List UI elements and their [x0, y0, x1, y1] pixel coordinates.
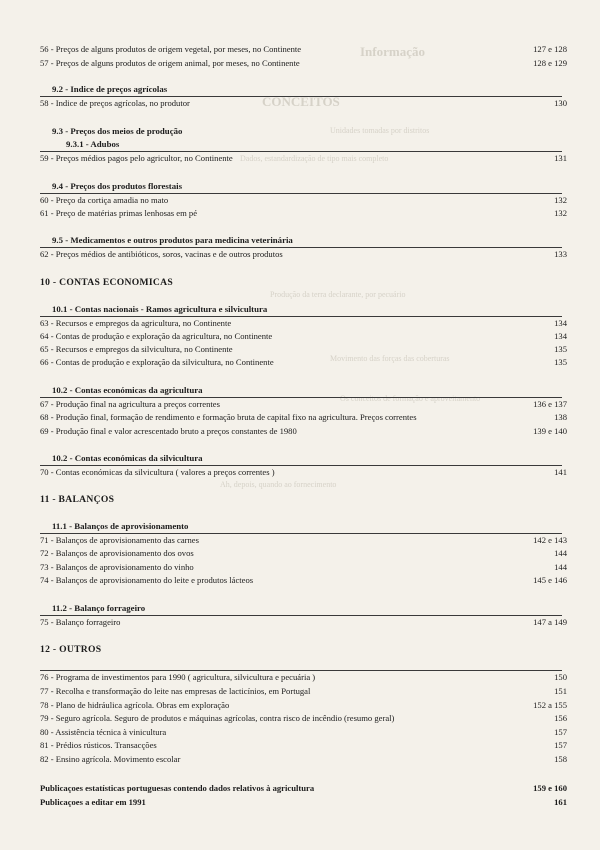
entry-page: 159 e 160: [533, 783, 567, 793]
entry-title: Recursos e empregos da silvicultura, no Continente: [55, 344, 233, 354]
toc-entry: 64 - Contas de produção e exploração da agricultura, no Continente 134: [40, 331, 567, 341]
entry-number: 59: [40, 153, 49, 163]
toc-entry: 67 - Produção final na agricultura a preços correntes 136 e 137: [40, 399, 567, 409]
entry-title: Contas de produção e exploração da silvicultura, no Continente: [55, 357, 274, 367]
entry-page: 131: [554, 153, 567, 163]
entry-title: Preços médios de antibióticos, soros, vacinas e de outros produtos: [55, 249, 283, 259]
entry-page: 152 a 155: [533, 700, 567, 710]
toc-entry: 71 - Balanços de aprovisionamento das carnes 142 e 143: [40, 535, 567, 545]
entry-title: Recursos e empregos da agricultura, no Continente: [55, 318, 232, 328]
entry-page: 130: [554, 98, 567, 108]
section-heading: 10.1 - Contas nacionais - Ramos agricultura e silvicultura: [52, 304, 268, 314]
entry-number: 79: [40, 713, 49, 723]
toc-entry: [0, 781, 600, 795]
bleed-through-text: Produção da terra declarante, por pecuário: [270, 290, 406, 299]
toc-entry: 66 - Contas de produção e exploração da silvicultura, no Continente 135: [40, 357, 567, 367]
toc-entry: 75 - Balanço forrageiro 147 a 149: [40, 617, 567, 627]
entry-number: 58: [40, 98, 49, 108]
entry-page: 156: [554, 713, 567, 723]
entry-title: Indice de preços agrícolas, no produtor: [55, 98, 190, 108]
toc-entry: 72 - Balanços de aprovisionamento dos ovos 144: [40, 548, 567, 558]
entry-page: 136 e 137: [533, 399, 567, 409]
section-heading: 9.3 - Preços dos meios de produção: [52, 126, 183, 136]
entry-number: 56: [40, 44, 49, 54]
toc-entry: 70 - Contas económicas da silvicultura ( valores a preços correntes ) 141: [40, 467, 567, 477]
toc-entry: 59 - Preços médios pagos pelo agricultor, no Continente 131: [40, 153, 567, 163]
toc-entry: 69 - Produção final e valor acrescentado bruto a preços constantes de 1980 139 e 140: [40, 426, 567, 436]
entry-title: Contas económicas da silvicultura ( valores a preços correntes ): [55, 467, 275, 477]
entry-page: 142 e 143: [533, 535, 567, 545]
bleed-through-text: Unidades tomadas por distritos: [330, 126, 430, 135]
section-heading: 10.2 - Contas económicas da silvicultura: [52, 453, 203, 463]
entry-title: Balanços de aprovisionamento das carnes: [55, 535, 199, 545]
toc-entry: 56 - Preços de alguns produtos de origem vegetal, por meses, no Continente 127 e 128: [40, 44, 567, 54]
entry-title: Recolha e transformação do leite nas empresas de lacticínios, em Portugal: [55, 686, 311, 696]
chapter-heading: 10 - CONTAS ECONOMICAS: [40, 277, 174, 288]
entry-number: 74: [40, 575, 49, 585]
entry-title: Plano de hidráulica agrícola. Obras em exploração: [55, 700, 230, 710]
chapter-heading: 11 - BALANÇOS: [40, 494, 115, 505]
section-heading: 11.1 - Balanços de aprovisionamento: [52, 521, 189, 531]
entry-page: 133: [554, 249, 567, 259]
bleed-through-heading: CONCEITOS: [262, 94, 340, 109]
entry-number: 72: [40, 548, 49, 558]
entry-page: 141: [554, 467, 567, 477]
entry-title: Preço de matérias primas lenhosas em pé: [55, 208, 198, 218]
entry-title: Prédios rústicos. Transacções: [55, 740, 157, 750]
toc-entry: 74 - Balanços de aprovisionamento do leite e produtos lácteos 145 e 146: [40, 575, 567, 585]
entry-number: 75: [40, 617, 49, 627]
toc-entry: 63 - Recursos e empregos da agricultura, no Continente 134: [40, 318, 567, 328]
toc-entry: 58 - Indice de preços agrícolas, no produtor 130: [40, 98, 567, 108]
entry-page: 150: [554, 672, 567, 682]
entry-number: 65: [40, 344, 49, 354]
entry-number: 73: [40, 562, 49, 572]
subsection-heading: 9.3.1 - Adubos: [66, 139, 120, 149]
entry-number: 76: [40, 672, 49, 682]
entry-page: 157: [554, 740, 567, 750]
toc-entry: 73 - Balanços de aprovisionamento do vinho 144: [40, 562, 567, 572]
entry-title: Ensino agrícola. Movimento escolar: [55, 754, 181, 764]
toc-entry: 76 - Programa de investimentos para 1990 ( agricultura, silvicultura e pecuária ) 150: [40, 672, 567, 682]
entry-number: 69: [40, 426, 49, 436]
entry-title: Produção final, formação de rendimento e formação bruta de capital fixo na agricultura. Preços correntes: [55, 412, 417, 422]
entry-number: 80: [40, 727, 49, 737]
entry-page: 151: [554, 686, 567, 696]
toc-entry: 57 - Preços de alguns produtos de origem animal, por meses, no Continente 128 e 129: [40, 58, 567, 68]
entry-number: 77: [40, 686, 49, 696]
toc-entry: 80 - Assistência técnica à vinicultura 157: [40, 727, 567, 737]
entry-number: 66: [40, 357, 49, 367]
entry-title: Assistência técnica à vinicultura: [55, 727, 167, 737]
entry-number: 57: [40, 58, 49, 68]
entry-title: Balanços de aprovisionamento do leite e produtos lácteos: [55, 575, 254, 585]
toc-entry: 79 - Seguro agrícola. Seguro de produtos e máquinas agrícolas, contra risco de incêndio (resumo geral) 156: [40, 713, 567, 723]
entry-number: 70: [40, 467, 49, 477]
entry-number: 78: [40, 700, 49, 710]
entry-title: Balanço forrageiro: [55, 617, 121, 627]
entry-page: 145 e 146: [533, 575, 567, 585]
entry-title: Balanços de aprovisionamento dos ovos: [55, 548, 194, 558]
entry-title: Seguro agrícola. Seguro de produtos e máquinas agrícolas, contra risco de incêndio (resumo geral): [55, 713, 395, 723]
entry-number: 67: [40, 399, 49, 409]
entry-number: 64: [40, 331, 49, 341]
bleed-through-title: Informação: [360, 44, 425, 59]
entry-page: 132: [554, 195, 567, 205]
entry-page: 134: [554, 331, 567, 341]
entry-page: 161: [554, 797, 567, 807]
entry-title: Contas de produção e exploração da agricultura, no Continente: [55, 331, 273, 341]
entry-title: Produção final na agricultura a preços correntes: [55, 399, 220, 409]
entry-number: 82: [40, 754, 49, 764]
toc-entry: 68 - Produção final, formação de rendimento e formação bruta de capital fixo na agricultura. Preços correntes 138: [40, 412, 567, 422]
toc-entry: 62 - Preços médios de antibióticos, soros, vacinas e de outros produtos 133: [40, 249, 567, 259]
entry-number: 62: [40, 249, 49, 259]
toc-entry: 60 - Preço da cortiça amadia no mato 132: [40, 195, 567, 205]
section-heading: 9.4 - Preços dos produtos florestais: [52, 181, 182, 191]
entry-title: Programa de investimentos para 1990 ( agricultura, silvicultura e pecuária ): [55, 672, 316, 682]
entry-page: 157: [554, 727, 567, 737]
bleed-through-text: Ah, depois, quando ao fornecimento: [220, 480, 337, 489]
toc-entry: 81 - Prédios rústicos. Transacções 157: [40, 740, 567, 750]
entry-title: Preços de alguns produtos de origem vegetal, por meses, no Continente: [55, 44, 302, 54]
entry-page: 144: [554, 548, 567, 558]
toc-entry: [0, 795, 600, 809]
chapter-heading: 12 - OUTROS: [40, 644, 102, 655]
entry-page: 135: [554, 357, 567, 367]
entry-page: 132: [554, 208, 567, 218]
entry-number: 60: [40, 195, 49, 205]
entry-page: 135: [554, 344, 567, 354]
entry-page: 139 e 140: [533, 426, 567, 436]
entry-page: 158: [554, 754, 567, 764]
entry-title: Publicaçoes estatísticas portuguesas contendo dados relativos à agricultura: [40, 783, 315, 793]
section-heading: 11.2 - Balanço forrageiro: [52, 603, 146, 613]
entry-page: 134: [554, 318, 567, 328]
entry-page: 127 e 128: [533, 44, 567, 54]
entry-title: Preço da cortiça amadia no mato: [55, 195, 169, 205]
entry-page: 147 a 149: [533, 617, 567, 627]
entry-number: 63: [40, 318, 49, 328]
entry-page: 138: [554, 412, 567, 422]
entry-number: 61: [40, 208, 49, 218]
section-heading: 9.2 - Indice de preços agrícolas: [52, 84, 168, 94]
bleed-through-text: Dados, estandardização de tipo mais completo: [240, 154, 389, 163]
entry-page: 128 e 129: [533, 58, 567, 68]
entry-title: Publicaçoes a editar em 1991: [40, 797, 146, 807]
entry-title: Preços médios pagos pelo agricultor, no Continente: [55, 153, 233, 163]
entry-title: Balanços de aprovisionamento do vinho: [55, 562, 194, 572]
toc-entry: 61 - Preço de matérias primas lenhosas em pé 132: [40, 208, 567, 218]
entry-page: 144: [554, 562, 567, 572]
toc-entry: 82 - Ensino agrícola. Movimento escolar 158: [40, 754, 567, 764]
toc-entry: 65 - Recursos e empregos da silvicultura, no Continente 135: [40, 344, 567, 354]
entry-title: Produção final e valor acrescentado bruto a preços constantes de 1980: [55, 426, 297, 436]
entry-number: 81: [40, 740, 49, 750]
bleed-through-text: Movimento das forças das coberturas: [330, 354, 450, 363]
section-heading: 10.2 - Contas económicas da agricultura: [52, 385, 203, 395]
toc-entry: 77 - Recolha e transformação do leite nas empresas de lacticínios, em Portugal 151: [40, 686, 567, 696]
toc-entry: 78 - Plano de hidráulica agrícola. Obras em exploração 152 a 155: [40, 700, 567, 710]
entry-number: 71: [40, 535, 49, 545]
entry-title: Preços de alguns produtos de origem animal, por meses, no Continente: [55, 58, 300, 68]
bleed-through-text: Os conceitos de formação e aproveitamento: [340, 394, 481, 403]
entry-number: 68: [40, 412, 49, 422]
section-heading: 9.5 - Medicamentos e outros produtos para medicina veterinária: [52, 235, 293, 245]
